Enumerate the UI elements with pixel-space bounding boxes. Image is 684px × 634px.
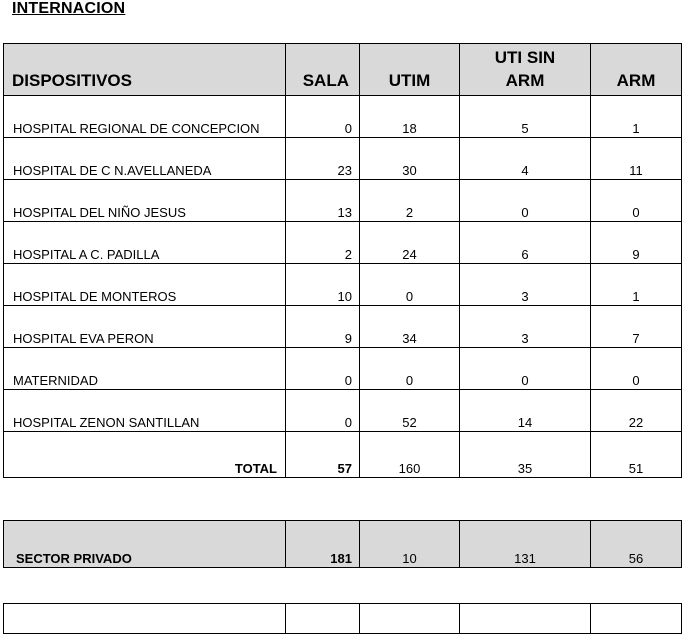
table-row [4,306,682,348]
private-label: SECTOR PRIVADO [4,521,286,568]
private-uti: 131 [460,521,591,568]
row-utim: 30 [360,138,460,180]
private-sector-row [4,521,682,568]
row-utim: 2 [360,180,460,222]
row-utim: 24 [360,222,460,264]
partial-table [3,603,682,634]
row-name: HOSPITAL ZENON SANTILLAN [4,390,286,432]
header-arm: ARM [591,44,682,96]
table-row [4,180,682,222]
partial-cell [591,604,682,634]
row-name: HOSPITAL EVA PERON [4,306,286,348]
table-row [4,264,682,306]
row-utim: 0 [360,264,460,306]
header-dispositivos: DISPOSITIVOS [4,44,286,96]
page-title: INTERNACION [12,0,126,17]
partial-cell [360,604,460,634]
row-sala: 2 [286,222,360,264]
partial-cell [460,604,591,634]
row-utim: 34 [360,306,460,348]
row-name: MATERNIDAD [4,348,286,390]
table-row [4,96,682,138]
row-arm: 1 [591,264,682,306]
partial-cell [4,604,286,634]
header-uti-sin-arm-line1: UTI SIN [494,48,556,67]
partial-row [4,604,682,634]
row-sala: 23 [286,138,360,180]
table-row [4,222,682,264]
row-uti: 0 [460,348,591,390]
row-sala: 13 [286,180,360,222]
total-utim: 160 [360,432,460,478]
table-row [4,348,682,390]
row-sala: 0 [286,96,360,138]
row-utim: 18 [360,96,460,138]
header-row [4,44,682,96]
total-sala: 57 [286,432,360,478]
row-arm: 22 [591,390,682,432]
table-row [4,390,682,432]
header-uti-sin-arm-line2: ARM [505,71,545,90]
row-sala: 9 [286,306,360,348]
row-name: HOSPITAL REGIONAL DE CONCEPCION [4,96,286,138]
row-uti: 5 [460,96,591,138]
row-name: HOSPITAL A C. PADILLA [4,222,286,264]
private-utim: 10 [360,521,460,568]
private-sala: 181 [286,521,360,568]
row-uti: 3 [460,264,591,306]
row-arm: 0 [591,180,682,222]
table-row [4,138,682,180]
total-arm: 51 [591,432,682,478]
row-utim: 0 [360,348,460,390]
row-uti: 6 [460,222,591,264]
row-uti: 3 [460,306,591,348]
row-arm: 7 [591,306,682,348]
row-arm: 1 [591,96,682,138]
row-name: HOSPITAL DE MONTEROS [4,264,286,306]
total-label: TOTAL [4,432,286,478]
row-arm: 0 [591,348,682,390]
row-uti: 14 [460,390,591,432]
row-name: HOSPITAL DE C N.AVELLANEDA [4,138,286,180]
private-sector-table [3,520,682,568]
total-row [4,432,682,478]
row-sala: 10 [286,264,360,306]
row-utim: 52 [360,390,460,432]
partial-cell [286,604,360,634]
row-uti: 0 [460,180,591,222]
internacion-table [3,43,682,478]
total-uti: 35 [460,432,591,478]
header-uti-sin-arm [460,44,591,96]
row-arm: 9 [591,222,682,264]
row-name: HOSPITAL DEL NIÑO JESUS [4,180,286,222]
row-uti: 4 [460,138,591,180]
row-sala: 0 [286,348,360,390]
row-sala: 0 [286,390,360,432]
row-arm: 11 [591,138,682,180]
private-arm: 56 [591,521,682,568]
header-sala: SALA [286,44,360,96]
header-utim: UTIM [360,44,460,96]
